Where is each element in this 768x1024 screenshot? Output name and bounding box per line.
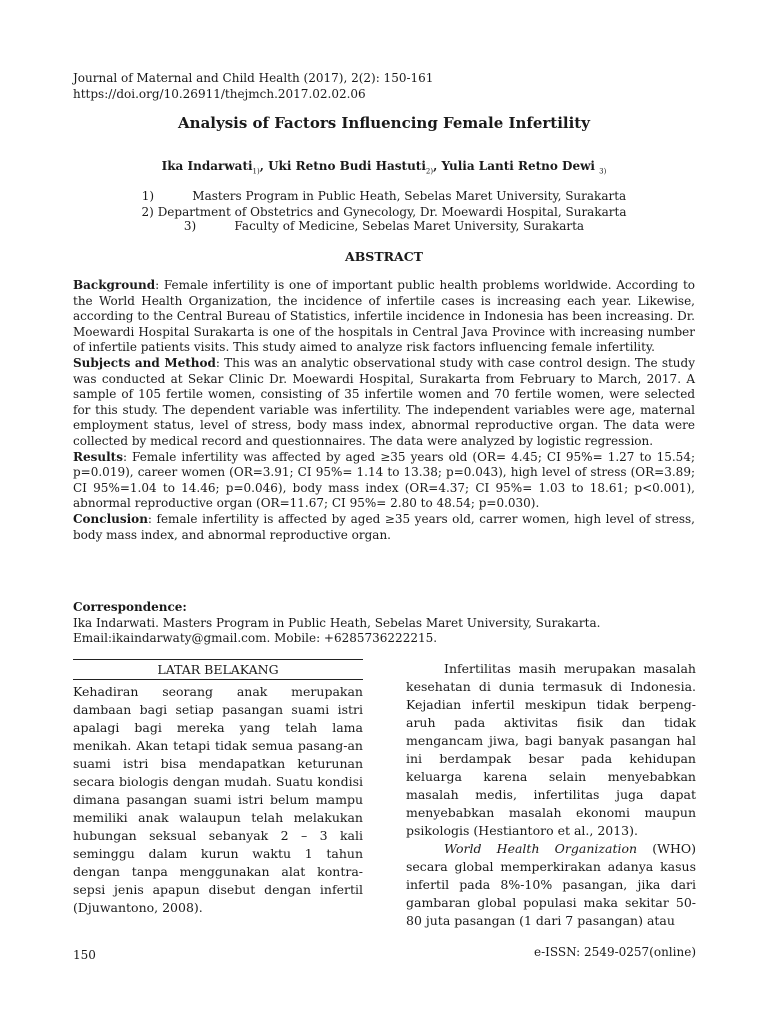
background-text: : Female infertility is one of important public health problems worldwide. According to the World Health Organization, the incidence of infertile cases is increasing each year. Likewise, according to the Central Bureau of Statistics, infertile incidence in Indonesia has been increasing. Dr. Moewardi Hospital Surakarta is one of the hospitals in Central Java Province with increasing number of infertile patients visits. This study aimed to analyze risk factors influencing female infertility. xyxy=(73,278,695,355)
eissn-label: e-ISSN: 2549-0257(online) xyxy=(533,945,696,959)
background-label: Background xyxy=(73,278,156,292)
results-label: Results xyxy=(73,449,123,464)
page-number: 150 xyxy=(73,948,96,962)
author-name: Uki Retno Budi Hastuti xyxy=(268,159,426,173)
who-italic: World Health Organization xyxy=(444,841,638,856)
method-label: Subjects and Method xyxy=(73,355,216,370)
affiliation-text: Department of Obstetrics and Gynecology, Dr. Moewardi Hospital, Surakarta xyxy=(157,205,627,219)
author-mark: 3) xyxy=(599,167,607,176)
author-mark: 1) xyxy=(252,167,260,176)
affiliation-1 xyxy=(0,189,768,204)
affiliation-number: 1) xyxy=(141,189,155,203)
paper-title: Analysis of Factors Influencing Female Infertility xyxy=(178,114,590,132)
affiliation-number: 2) xyxy=(141,205,154,219)
body-paragraph: Infertilitas masih merupakan masalah kesehatan di dunia termasuk di Indonesia. Kejadian infertil meskipun tidak berpeng-aruh pada aktivitas fisik dan tidak mengancam jiwa, bagi banyak pasangan hal ini berdampak besar pada kehidupan keluarga karena selain menyebabkan masalah medis, infertilitas juga dapat menyebabkan masalah ekonomi maupun psikologis (Hestiantoro et al., 2013). xyxy=(406,661,696,838)
correspondence-contact: Email:ikaindarwaty@gmail.com. Mobile: +6285736222215. xyxy=(73,631,438,645)
body-text: (WHO) secara global memperkirakan adanya kasus infertil pada 8%-10% pasangan, jika dari gambaran global populasi maka sekitar 50-80 juta pasangan (1 dari 7 pasangan) atau xyxy=(406,841,696,928)
correspondence-address: Ika Indarwati. Masters Program in Public Heath, Sebelas Maret University, Surakarta. xyxy=(73,615,601,630)
conclusion-label: Conclusion xyxy=(73,511,148,526)
author-name: Yulia Lanti Retno Dewi xyxy=(441,159,595,173)
affiliation-text: Faculty of Medicine, Sebelas Maret University, Surakarta xyxy=(234,219,585,233)
journal-citation: Journal of Maternal and Child Health (2017), 2(2): 150-161 https://doi.org/10.26911/thejmch.2017.02.02.06 xyxy=(73,71,434,101)
abstract-conclusion xyxy=(73,512,695,543)
abstract-background xyxy=(73,278,695,356)
abstract-results xyxy=(73,450,695,512)
correspondence-block xyxy=(73,600,695,647)
body-paragraph xyxy=(406,840,696,930)
author-list: Ika Indarwati$_{1)}$, Uki Retno Budi Hastuti$_{2)}$, Yulia Lanti Retno Dewi $_{3)}$ xyxy=(161,159,607,176)
section-heading: LATAR BELAKANG xyxy=(73,659,363,680)
affiliation-2 xyxy=(0,205,768,220)
method-text: : This was an analytic observational study with case control design. The study was conducted at Sekar Clinic Dr. Moewardi Hospital, Surakarta from February to March, 2017. A sample of 105 fertile women, consisting of 35 infertile women and 70 fertile women, were selected for this study. The dependent variable was infertility. The independent variables were age, maternal employment status, level of stress, body mass index, abnormal reproductive organ. The data were collected by medical record and questionnaires. The data were analyzed by logistic regression. xyxy=(73,355,695,448)
affiliation-text: Masters Program in Public Heath, Sebelas Maret University, Surakarta xyxy=(192,189,627,203)
abstract-method xyxy=(73,356,695,450)
abstract-heading: ABSTRACT xyxy=(345,249,423,264)
body-paragraph: Kehadiran seorang anak merupakan dambaan bagi setiap pasangan suami istri apalagi bagi mereka yang telah lama menikah. Akan tetapi tidak semua pasang-an suami istri bisa mendapatkan keturunan secara biologis dengan mudah. Suatu kondisi dimana pasangan suami istri belum mampu memiliki anak walaupun telah melakukan hubungan seksual sebanyak 2 – 3 kali seminggu dalam kurun waktu 1 tahun dengan tanpa menggunakan alat kontra-sepsi jenis apapun disebut dengan infertil (Djuwantono, 2008). xyxy=(73,684,363,915)
results-text: : Female infertility was affected by aged ≥35 years old (OR= 4.45; CI 95%= 1.27 to 15.54; p=0.019), career women (OR=3.91; CI 95%= 1.14 to 13.38; p=0.043), high level of stress (OR=3.89; CI 95%=1.04 to 14.46; p=0.046), body mass index (OR=4.37; CI 95%= 1.03 to 18.61; p<0.001), abnormal reproductive organ (OR=11.67; CI 95%= 2.80 to 48.54; p=0.030). xyxy=(73,449,695,511)
correspondence-label: Correspondence: xyxy=(73,600,187,614)
author-mark: 2) xyxy=(425,167,434,176)
left-column xyxy=(73,683,363,917)
abstract-body xyxy=(73,278,695,543)
affiliation-3 xyxy=(0,219,768,234)
right-column xyxy=(406,660,696,930)
affiliation-number: 3) xyxy=(183,219,197,233)
conclusion-text: : female infertility is affected by aged ≥35 years old, carrer women, high level of stress, body mass index, and abnormal reproductive organ. xyxy=(73,511,695,542)
author-name: Ika Indarwati xyxy=(161,159,253,173)
